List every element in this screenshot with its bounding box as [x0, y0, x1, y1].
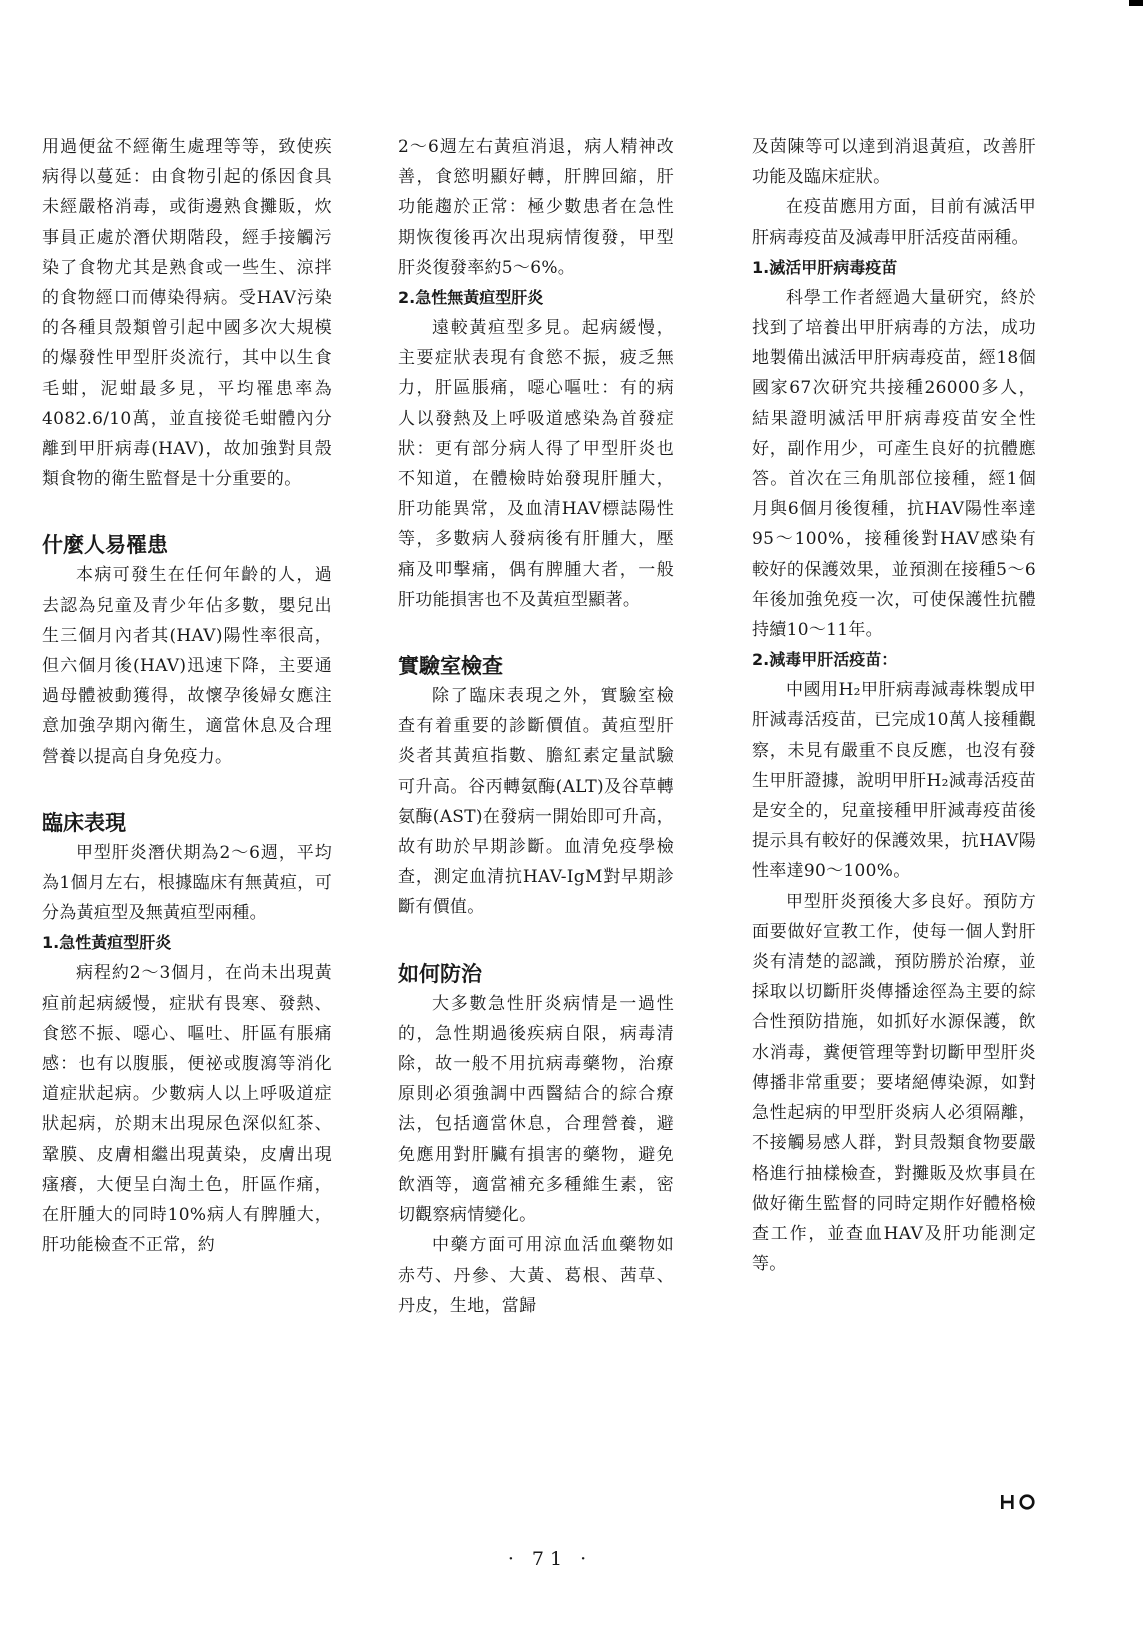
paragraph-tcm: 中藥方面可用涼血活血藥物如赤芍、丹參、大黃、葛根、茜草、丹皮，生地，當歸 [398, 1235, 674, 1316]
paragraph-treatment: 大多數急性肝炎病情是一過性的，急性期過後疾病自限，病毒清除，故一般不用抗病毒藥物，治療原則必須強調中西醫結合的綜合療法，包括適當休息，合理營養，避免應用對肝臟有損害的藥物，避免飲酒等，適當補充多種維生素，密切觀察病情變化。 [398, 993, 674, 1226]
heading-lab-tests: 實驗室檢查 [398, 654, 503, 679]
subheading-inactivated-vaccine: 1.滅活甲肝病毒疫苗 [752, 257, 898, 277]
subheading-acute-anicteric: 2.急性無黃疸型肝炎 [398, 288, 544, 308]
ho-logo-icon [1000, 1493, 1040, 1511]
paragraph-acute-icteric: 病程約2～3個月，在尚未出現黃疸前起病緩慢，症狀有畏寒、發熱、食慾不振、噁心、嘔吐、肝區有脹痛感：也有以腹脹，便祕或腹瀉等消化道症狀起病。少數病人以上呼吸道症狀起病，於期末出現尿色深似紅茶、鞏膜、皮膚相繼出現黃染，皮膚出現瘙癢，大便呈白淘土色，肝區作痛，在肝腫大的同時10%病人有脾腫大，肝功能檢查不正常，約 [42, 963, 332, 1256]
column-3 [752, 132, 1036, 1279]
paragraph-live-vaccine: 中國用H₂甲肝病毒減毒株製成甲肝減毒活疫苗，已完成10萬人接種觀察，未見有嚴重不良反應，也沒有發生甲肝證據，說明甲肝H₂減毒活疫苗是安全的，兒童接種甲肝減毒疫苗後提示具有較好的保護效果，抗HAV陽性率達90～100%。 [752, 680, 1036, 882]
paragraph-prognosis-prevention: 甲型肝炎預後大多良好。預防方面要做好宣教工作，使每一個人對肝炎有清楚的認識，預防勝於治療，並採取以切斷肝炎傳播途徑為主要的綜合性預防措施，如抓好水源保護，飲水消毒，糞便管理等對切斷甲型肝炎傳播非常重要；要堵絕傳染源，如對急性起病的甲型肝炎病人必須隔離，不接觸易感人群，對貝殼類食物要嚴格進行抽樣檢查，對攤販及炊事員在做好衛生監督的同時定期作好體格檢查工作，並查血HAV及肝功能測定等。 [752, 891, 1036, 1275]
paragraph-clinical: 甲型肝炎潛伏期為2～6週，平均為1個月左右，根據臨床有無黃疸，可分為黃疸型及無黃疸型兩種。 [42, 842, 332, 924]
paragraph-inactivated-vaccine: 科學工作者經過大量研究，終於找到了培養出甲肝病毒的方法，成功地製備出滅活甲肝病毒疫苗，經18個國家67次研究共接種26000多人，結果證明滅活甲肝病毒疫苗安全性好，副作用少，可產生良好的抗體應答。首次在三角肌部位接種，經1個月與6個月後復種，抗HAV陽性率達95～100%，接種後對HAV感染有較好的保護效果，並預測在接種5～6年後加強免疫一次，可使保護性抗體持續10～11年。 [752, 287, 1036, 641]
scan-edge-mark [1129, 0, 1143, 6]
paragraph-icteric-continued: 2～6週左右黃疸消退，病人精神改善，食慾明顯好轉，肝脾回縮，肝功能趨於正常：極少數患者在急性期恢復後再次出現病情復發，甲型肝炎復發率約5～6%。 [398, 137, 674, 278]
paragraph-vaccine-intro: 在疫苗應用方面，目前有滅活甲肝病毒疫苗及減毒甲肝活疫苗兩種。 [752, 197, 1036, 248]
page-number: · 71 · [507, 1548, 593, 1570]
paragraph-lab-tests: 除了臨床表現之外，實驗室檢查有着重要的診斷價值。黃疸型肝炎者其黃疸指數、膽紅素定量試驗可升高。谷丙轉氨酶(ALT)及谷草轉氨酶(AST)在發病一開始即可升高，故有助於早期診斷。血清免疫學檢查，測定血清抗HAV-IgM對早期診斷有價值。 [398, 686, 674, 918]
paragraph-transmission: 用過便盆不經衛生處理等等，致使疾病得以蔓延：由食物引起的係因食具未經嚴格消毒，或街邊熟食攤販，炊事員正處於潛伏期階段，經手接觸污染了食物尤其是熟食或一些生、涼拌的食物經口而傳染得病。受HAV污染的各種貝殼類曾引起中國多次大規模的爆發性甲型肝炎流行，其中以生食毛蚶，泥蚶最多見，平均罹患率為4082.6/10萬，並直接從毛蚶體內分離到甲肝病毒(HAV)，故加強對貝殼類食物的衛生監督是十分重要的。 [42, 137, 332, 490]
column-1 [42, 132, 332, 1261]
subheading-acute-icteric: 1.急性黃疸型肝炎 [42, 933, 172, 953]
subheading-live-attenuated-vaccine: 2.減毒甲肝活疫苗： [752, 650, 898, 670]
column-2 [398, 132, 674, 1321]
paragraph-tcm-continued: 及茵陳等可以達到消退黃疸，改善肝功能及臨床症狀。 [752, 137, 1036, 188]
paragraph-who-susceptible: 本病可發生在任何年齡的人，過去認為兒童及青少年佔多數，嬰兒出生三個月內者其(HAV)陽性率很高，但六個月後(HAV)迅速下降，主要通過母體被動獲得，故懷孕後婦女應注意加強孕期內衛生，適當休息及合理營養以提高自身免疫力。 [42, 565, 332, 767]
paragraph-acute-anicteric: 遠較黃疸型多見。起病緩慢，主要症狀表現有食慾不振，疲乏無力，肝區脹痛，噁心嘔吐：有的病人以發熱及上呼吸道感染為首發症狀：更有部分病人得了甲型肝炎也不知道，在體檢時始發現肝腫大，肝功能異常，及血清HAV標誌陽性等，多數病人發病後有肝腫大，壓痛及叩擊痛，偶有脾腫大者，一般肝功能損害也不及黃疸型顯著。 [398, 318, 674, 610]
heading-prevention-treatment: 如何防治 [398, 961, 482, 986]
heading-clinical-manifestation: 臨床表現 [42, 810, 126, 835]
heading-who-susceptible: 什麼人易罹患 [42, 533, 168, 558]
